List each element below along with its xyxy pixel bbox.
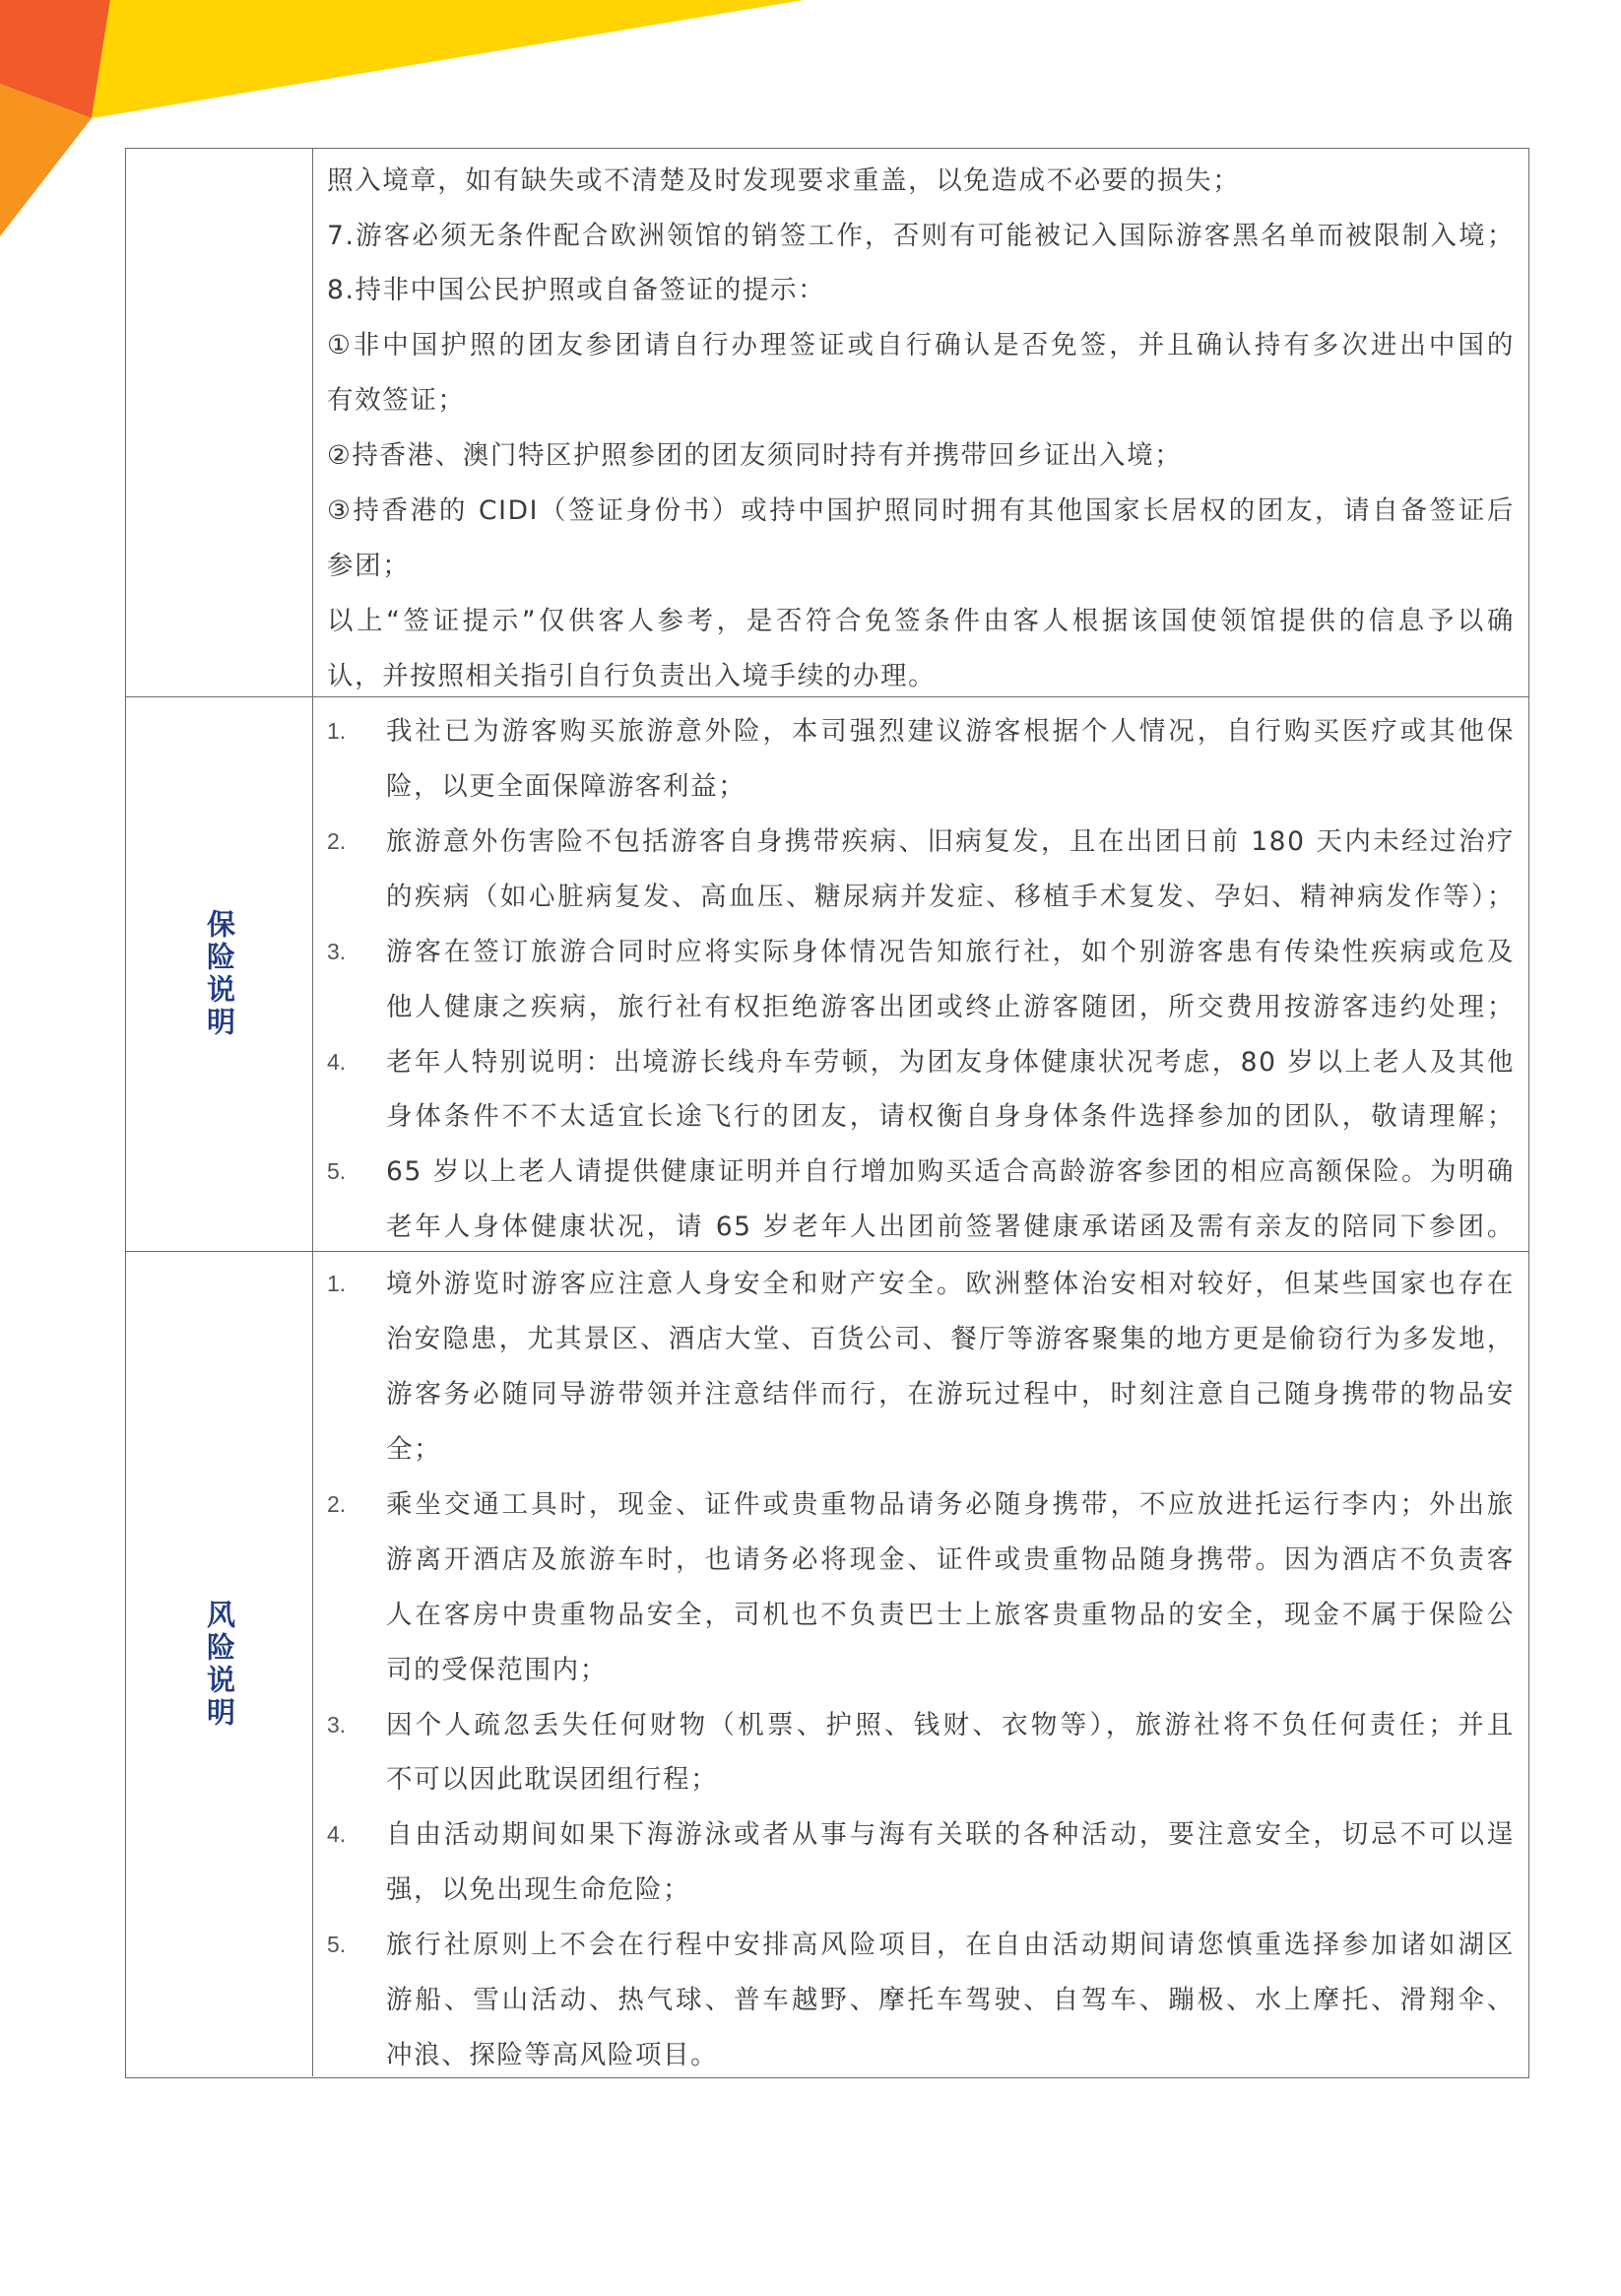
list-item xyxy=(327,1035,1515,1146)
risk-row xyxy=(126,1252,1528,2076)
text-line: 司的受保范围内； xyxy=(386,1654,608,1685)
text-line: 老年人特别说明：出境游长线舟车劳顿，为团友身体健康状况考虑，80 岁以上老人及其他 xyxy=(386,1046,1515,1078)
item-number: 1. xyxy=(327,718,347,745)
list-item xyxy=(327,1477,1515,1698)
text-line: 因个人疏忽丢失任何财物（机票、护照、钱财、衣物等），旅游社将不负任何责任；并且 xyxy=(386,1709,1515,1740)
item-number: 5. xyxy=(327,1158,347,1185)
text-line: 游客务必随同导游带领并注意结伴而行，在游玩过程中，时刻注意自己随身携带的物品安 xyxy=(386,1379,1515,1410)
text-line: 我社已为游客购买旅游意外险，本司强烈建议游客根据个人情况，自行购买医疗或其他保 xyxy=(386,716,1515,748)
text-line: 有效签证； xyxy=(327,385,466,417)
text-line: 境外游览时游客应注意人身安全和财产安全。欧洲整体治安相对较好，但某些国家也存在 xyxy=(386,1269,1515,1300)
corner-yellow-shape xyxy=(92,0,804,118)
text-line: 7.游客必须无条件配合欧洲领馆的销签工作，否则有可能被记入国际游客黑名单而被限制入境； xyxy=(327,220,1515,251)
text-line: 旅行社原则上不会在行程中安排高风险项目，在自由活动期间请您慎重选择参加诸如湖区 xyxy=(386,1930,1515,1961)
text-line: 以上“签证提示”仅供客人参考，是否符合免签条件由客人根据该国使领馆提供的信息予以确 xyxy=(327,605,1515,636)
item-number: 2. xyxy=(327,827,347,854)
item-number: 4. xyxy=(327,1821,347,1848)
visa-notes-label-cell xyxy=(126,149,313,696)
list-item xyxy=(327,704,1515,815)
text-line: 认，并按照相关指引自行负责出入境手续的办理。 xyxy=(327,660,937,691)
item-number: 5. xyxy=(327,1932,347,1958)
text-line: 65 岁以上老人请提供健康证明并自行增加购买适合高龄游客参团的相应高额保险。为明确 xyxy=(386,1156,1515,1188)
text-line: ①非中国护照的团友参团请自行办理签证或自行确认是否免签，并且确认持有多次进出中国的 xyxy=(327,330,1515,361)
notes-table xyxy=(125,148,1529,2078)
text-line: 他人健康之疾病，旅行社有权拒绝游客出团或终止游客随团，所交费用按游客违约处理； xyxy=(386,991,1515,1022)
text-line: 的疾病（如心脏病复发、高血压、糖尿病并发症、移植手术复发、孕妇、精神病发作等）； xyxy=(386,881,1515,912)
list-item xyxy=(327,1918,1515,2083)
text-line: 参团； xyxy=(327,550,411,581)
text-line: 乘坐交通工具时，现金、证件或贵重物品请务必随身携带，不应放进托运行李内；外出旅 xyxy=(386,1488,1515,1520)
text-line: 不可以因此耽误团组行程； xyxy=(386,1764,719,1796)
list-item xyxy=(327,1257,1515,1477)
item-number: 3. xyxy=(327,938,347,964)
text-line: ②持香港、澳门特区护照参团的团友须同时持有并携带回乡证出入境； xyxy=(327,440,1183,472)
text-line: ③持香港的 CIDI（签证身份书）或持中国护照同时拥有其他国家长居权的团友，请自备签证后 xyxy=(327,495,1515,527)
risk-label: 风险说明 xyxy=(203,1599,236,1730)
text-line: 旅游意外伤害险不包括游客自身携带疾病、旧病复发，且在出团日前 180 天内未经过治疗 xyxy=(386,825,1515,857)
visa-notes-row xyxy=(126,149,1528,697)
text-line: 全； xyxy=(386,1434,442,1466)
text-line: 险，以更全面保障游客利益； xyxy=(386,771,746,803)
item-number: 4. xyxy=(327,1048,347,1075)
item-number: 3. xyxy=(327,1711,347,1738)
text-line: 老年人身体健康状况，请 65 岁老年人出团前签署健康承诺函及需有亲友的陪同下参团。 xyxy=(386,1212,1515,1243)
list-item xyxy=(327,815,1515,925)
list-item xyxy=(327,1698,1515,1808)
text-line: 人在客房中贵重物品安全，司机也不负责巴士上旅客贵重物品的安全，现金不属于保险公 xyxy=(386,1599,1515,1630)
list-item xyxy=(327,925,1515,1035)
insurance-content xyxy=(313,697,1528,1251)
text-line: 身体条件不不太适宜长途飞行的团友，请权衡自身身体条件选择参加的团队，敬请理解； xyxy=(386,1101,1515,1133)
text-line: 冲浪、探险等高风险项目。 xyxy=(386,2039,719,2070)
visa-notes-content xyxy=(313,149,1528,696)
insurance-label-cell xyxy=(126,697,313,1251)
text-line: 游船、雪山活动、热气球、普车越野、摩托车驾驶、自驾车、蹦极、水上摩托、滑翔伞、 xyxy=(386,1984,1515,2015)
item-number: 1. xyxy=(327,1271,347,1297)
text-line: 照入境章，如有缺失或不清楚及时发现要求重盖，以免造成不必要的损失； xyxy=(327,164,1241,196)
insurance-row xyxy=(126,697,1528,1252)
list-item xyxy=(327,1807,1515,1918)
text-line: 游客在签订旅游合同时应将实际身体情况告知旅行社，如个别游客患有传染性疾病或危及 xyxy=(386,936,1515,967)
risk-label-cell xyxy=(126,1252,313,2076)
item-number: 2. xyxy=(327,1490,347,1517)
text-line: 自由活动期间如果下海游泳或者从事与海有关联的各种活动，要注意安全，切忌不可以逞 xyxy=(386,1819,1515,1851)
risk-content xyxy=(313,1252,1528,2076)
text-line: 8.持非中国公民护照或自备签证的提示： xyxy=(327,275,826,306)
insurance-label: 保险说明 xyxy=(203,909,236,1039)
text-line: 游离开酒店及旅游车时，也请务必将现金、证件或贵重物品随身携带。因为酒店不负责客 xyxy=(386,1543,1515,1575)
list-item xyxy=(327,1145,1515,1255)
text-line: 治安隐患，尤其景区、酒店大堂、百货公司、餐厅等游客聚集的地方更是偷窃行为多发地， xyxy=(386,1324,1515,1355)
text-line: 强，以免出现生命危险； xyxy=(386,1874,691,1906)
